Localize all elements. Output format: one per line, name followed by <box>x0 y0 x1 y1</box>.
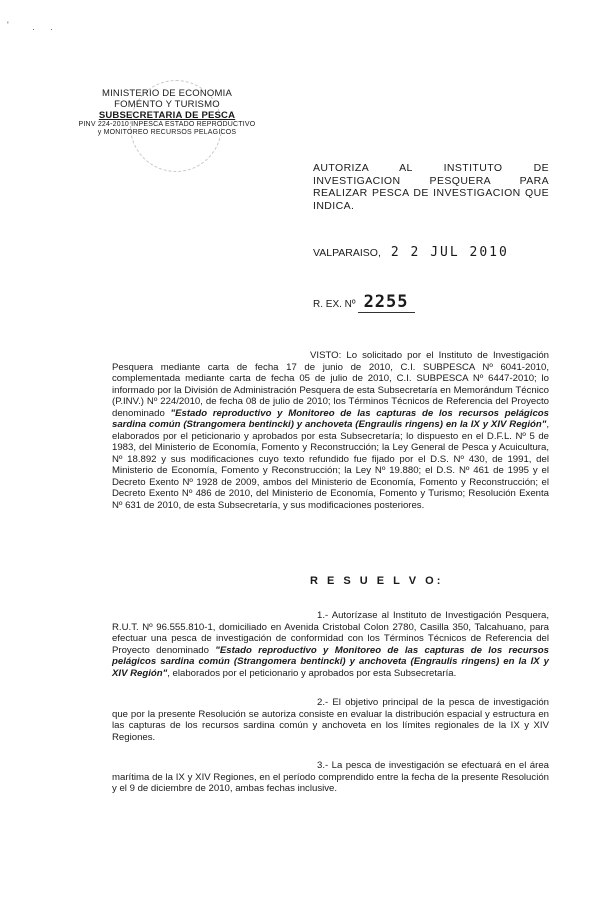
date-stamp: 2 2 JUL 2010 <box>390 245 509 260</box>
article-1: 1.- Autorízase al Instituto de Investigación Pesquera, R.U.T. Nº 96.555.810-1, domiciliado en Avenida Cristobal Colon 2780, Casilla 350, Talcahuano, para efectuar una pesca de investigación de conformidad con los Términos Técnicos de Referencia del Proyecto denominado "Estado reproductivo y Monitoreo de las capturas de los recursos pelágicos sardina común (Strangomera bentincki) y anchoveta (Engraulis ringens) en la IX y XIV Región", elaborados por el peticionario y aprobados por esta Subsecretaría. <box>112 610 550 679</box>
ministry-subname: FOMENTO Y TURISMO <box>114 99 220 110</box>
visto-label: VISTO: <box>310 350 342 361</box>
ministry-name: MINISTERIO DE ECONOMIA <box>101 88 233 99</box>
article-number: 1.- <box>317 610 329 621</box>
article-3: 3.- La pesca de investigación se efectuará en el área marítima de la IX y XIV Regiones, en el período comprendido entre la fecha de la presente Resolución y el 9 de diciembre de 2010, ambas fechas inclusive. <box>112 760 549 794</box>
resolution-number-line <box>313 292 415 313</box>
article-number: 3.- <box>317 760 329 771</box>
article-number: 2.- <box>317 697 329 708</box>
date-line <box>313 245 509 260</box>
scan-mark: ' <box>7 20 9 30</box>
visto-paragraph: VISTO: Lo solicitado por el Instituto de Investigación Pesquera mediante carta de fecha 17 de junio de 2010, C.I. SUBPESCA Nº 6041-2010, complementada mediante carta de fecha 05 de julio de 2010, C.I. SUBPESCA Nº 6447-2010; lo informado por la División de Administración Pesquera de esta Subsecretaría en Memorándum Técnico (P.INV.) Nº 224/2010, de fecha 08 de julio de 2010; los Términos Técnicos de Referencia del Proyecto denominado "Estado reproductivo y Monitoreo de las capturas de los recursos pelágicos sardina común (Strangomera bentincki) y anchoveta (Engraulis ringens) en la IX y XIV Región", elaborados por el peticionario y aprobados por esta Subsecretaría; lo dispuesto en el D.F.L. Nº 5 de 1983, del Ministerio de Economía, Fomento y Reconstrucción; la Ley General de Pesca y Acuicultura, Nº 18.892 y sus modificaciones cuyo texto refundido fue fijado por el D.S. Nº 430, de 1991, del Ministerio de Economía, Fomento y Reconstrucción; la Ley Nº 19.880; el D.S. Nº 461 de 1995 y el Decreto Exento Nº 1928 de 2009, ambos del Ministerio de Economía, Fomento y Reconstrucción; el Decreto Exento Nº 486 de 2010, del Ministerio de Economía, Fomento y Turismo; Resolución Exenta Nº 631 de 2010, de esta Subsecretaría, y sus modificaciones posteriores. <box>112 350 550 511</box>
city: VALPARAISO, <box>313 247 381 259</box>
project-title: "Estado reproductivo y Monitoreo de las capturas de los recursos pelágicos sardina común (Strangomera bentincki) y anchoveta (Engraulis ringens) en la IX y XIV Región" <box>112 644 550 679</box>
project-title: "Estado reproductivo y Monitoreo de las capturas de los recursos pelágicos sardina común (Strangomera bentincki) y anchoveta (Engraulis ringens) en la IX y XIV Región" <box>112 407 549 430</box>
scan-mark: · <box>32 24 35 34</box>
reference-line-1: PINV 224-2010 INPESCA ESTADO REPRODUCTIVO <box>78 121 256 128</box>
letterhead <box>62 88 272 137</box>
resolution-number: 2255 <box>358 292 415 313</box>
resolution-label: R. EX. Nº <box>313 299 356 310</box>
article-2: 2.- El objetivo principal de la pesca de investigación que por la presente Resolución se autoriza consiste en evaluar la distribución espacial y estructura en las capturas de los recursos sardina común y anchoveta en los límites regionales de la IX y XIV Regiones. <box>112 697 549 743</box>
reference-line-2: y MONITOREO RECURSOS PELAGICOS <box>97 129 237 136</box>
resuelvo-heading: R E S U E L V O: <box>310 575 444 587</box>
scan-mark: · <box>50 24 53 34</box>
document-subject: AUTORIZA AL INSTITUTO DE INVESTIGACION PESQUERA PARA REALIZAR PESCA DE INVESTIGACION QUE INDICA. <box>313 162 549 212</box>
subsecretaria-name: SUBSECRETARIA DE PESCA <box>98 110 236 121</box>
